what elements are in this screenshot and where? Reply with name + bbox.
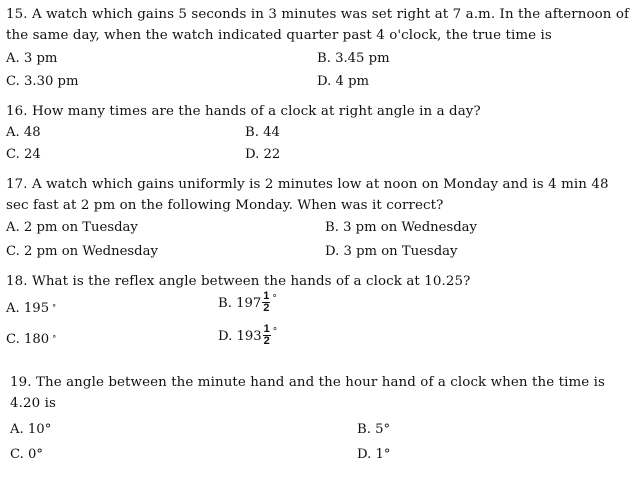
fraction-denominator: 2 xyxy=(263,335,270,347)
q19-option-d[interactable]: D. 1° xyxy=(357,447,391,462)
fraction-one-half xyxy=(263,324,271,347)
q16-option-d[interactable]: D. 22 xyxy=(245,147,281,162)
q18-option-a[interactable] xyxy=(6,300,56,318)
question-19-text: 19. The angle between the minute hand and the hour hand of a clock when the time is 4.20 is xyxy=(10,375,605,411)
q17-option-b[interactable]: B. 3 pm on Wednesday xyxy=(325,220,477,235)
q16-option-c[interactable]: C. 24 xyxy=(6,147,41,162)
q15-option-a[interactable]: A. 3 pm xyxy=(6,51,58,66)
q18-option-c[interactable] xyxy=(6,331,56,349)
question-17-text: 17. A watch which gains uniformly is 2 minutes low at noon on Monday and is 4 min 48 sec fast at 2 pm on the following Monday. When was it correct? xyxy=(6,177,609,213)
q18-option-a-label: A. 195 xyxy=(6,301,50,316)
degree-mark: ° xyxy=(52,303,57,312)
fraction-numerator: 1 xyxy=(263,323,270,335)
q18-option-d-label: D. 193 xyxy=(218,329,262,344)
q18-option-b[interactable] xyxy=(218,292,277,315)
q15-option-b[interactable]: B. 3.45 pm xyxy=(317,51,390,66)
q17-option-d[interactable]: D. 3 pm on Tuesday xyxy=(325,244,458,259)
question-18-text: 18. What is the reflex angle between the hands of a clock at 10.25? xyxy=(6,274,471,289)
question-15-text: 15. A watch which gains 5 seconds in 3 minutes was set right at 7 a.m. In the afternoon of the same day, when the watch indicated quarter past 4 o'clock, the true time is xyxy=(6,7,630,43)
q15-option-d[interactable]: D. 4 pm xyxy=(317,74,370,89)
q19-option-a[interactable]: A. 10° xyxy=(10,422,52,437)
q17-option-c[interactable]: C. 2 pm on Wednesday xyxy=(6,244,158,259)
q19-option-c[interactable]: C. 0° xyxy=(10,447,43,462)
q17-option-a[interactable]: A. 2 pm on Tuesday xyxy=(6,220,138,235)
q16-option-b[interactable]: B. 44 xyxy=(245,125,280,140)
q16-option-a[interactable]: A. 48 xyxy=(6,125,41,140)
fraction-numerator: 1 xyxy=(263,290,270,302)
q15-option-c[interactable]: C. 3.30 pm xyxy=(6,74,79,89)
q18-option-c-label: C. 180 xyxy=(6,332,50,347)
degree-mark: ° xyxy=(272,294,277,304)
fraction-denominator: 2 xyxy=(263,302,270,314)
degree-mark: ° xyxy=(52,334,57,343)
degree-mark: ° xyxy=(272,327,278,337)
q18-option-b-label: B. 197 xyxy=(218,296,262,311)
question-16-text: 16. How many times are the hands of a clock at right angle in a day? xyxy=(6,104,481,119)
q19-option-b[interactable]: B. 5° xyxy=(357,422,391,437)
fraction-one-half xyxy=(262,291,270,314)
q18-option-d[interactable] xyxy=(218,325,277,348)
